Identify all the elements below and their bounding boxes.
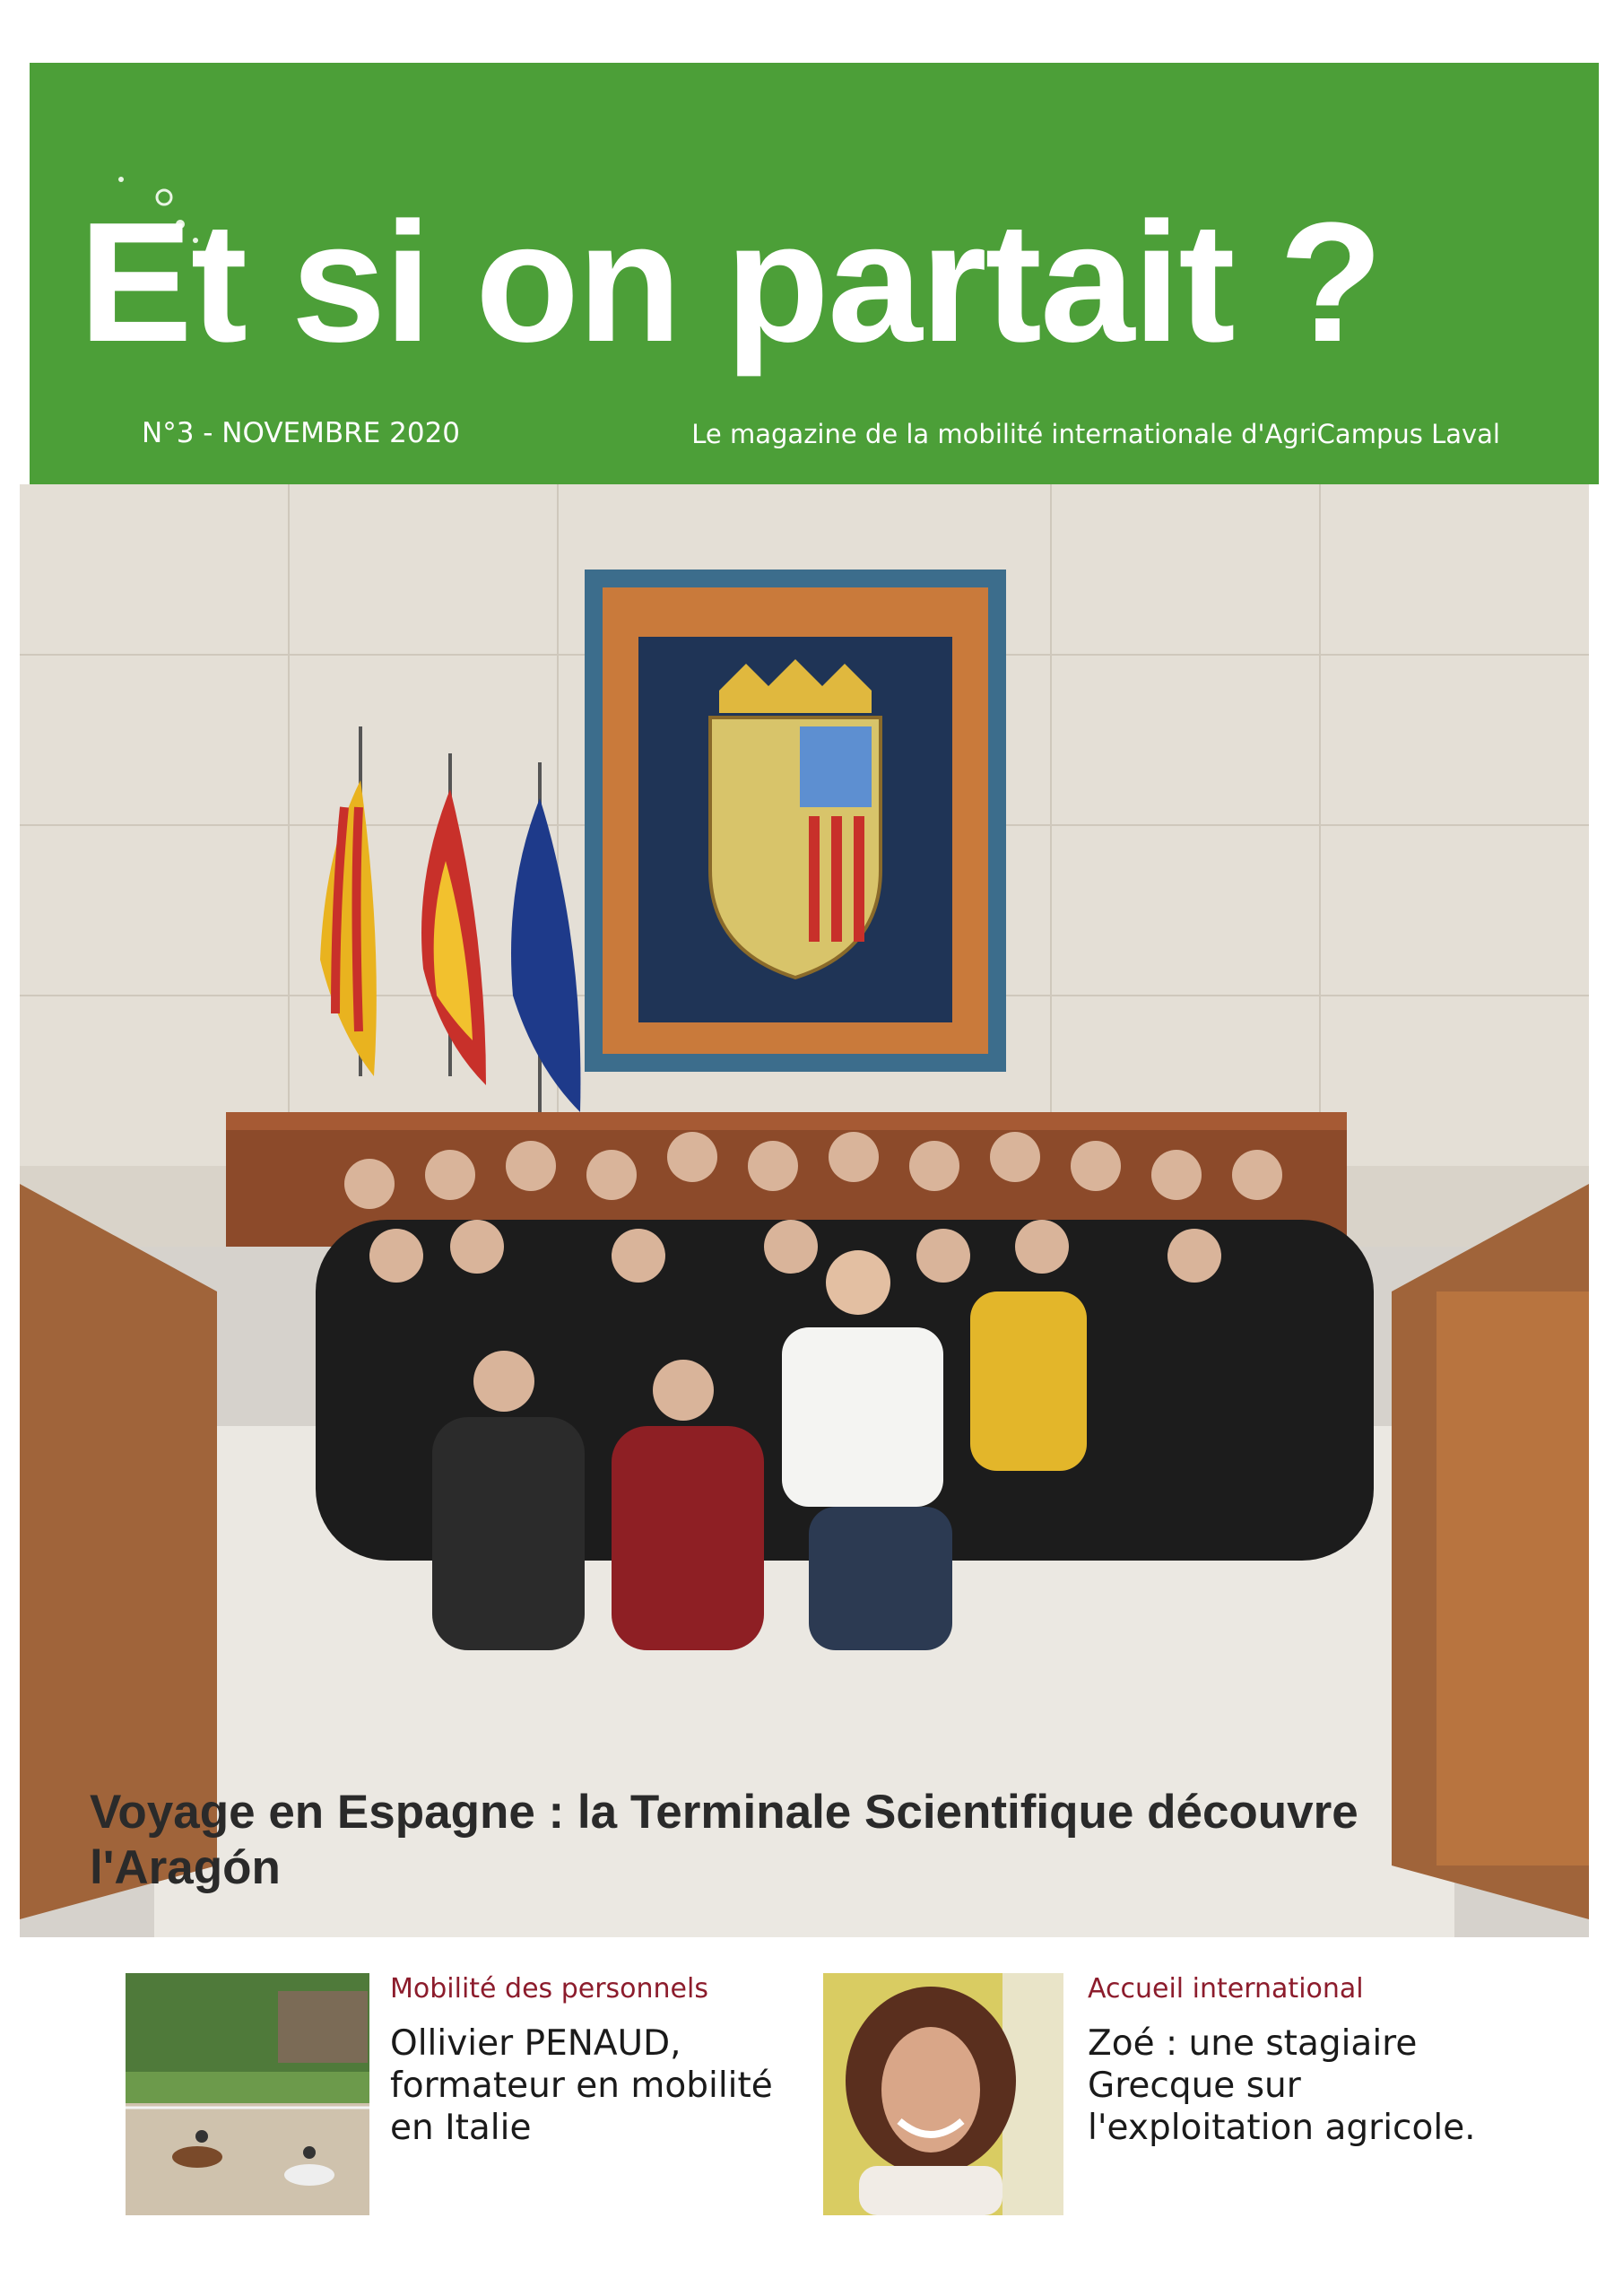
teaser-title[interactable]: Ollivier PENAUD, formateur en mobilité en Italie bbox=[390, 2023, 773, 2148]
teaser-category: Mobilité des personnels bbox=[390, 1973, 708, 2005]
flags bbox=[320, 726, 580, 1112]
teaser-thumbnail-equestrian[interactable] bbox=[126, 1973, 369, 2215]
cover-headline[interactable]: Voyage en Espagne : la Terminale Scientifique découvre l'Aragón bbox=[90, 1786, 1358, 1894]
tapestry-coat-of-arms bbox=[585, 570, 1006, 1072]
masthead bbox=[30, 63, 1599, 484]
cover-photo bbox=[20, 484, 1589, 1937]
magazine-title: Et si on partait ? bbox=[79, 187, 1382, 378]
teaser-thumbnail-portrait[interactable] bbox=[823, 1973, 1063, 2215]
teaser-category: Accueil international bbox=[1088, 1973, 1364, 2005]
issue-number: N°3 - NOVEMBRE 2020 bbox=[142, 417, 461, 449]
magazine-tagline: Le magazine de la mobilité internationale d'AgriCampus Laval bbox=[691, 419, 1500, 449]
teaser-title[interactable]: Zoé : une stagiaire Grecque sur l'exploitation agricole. bbox=[1088, 2023, 1476, 2148]
